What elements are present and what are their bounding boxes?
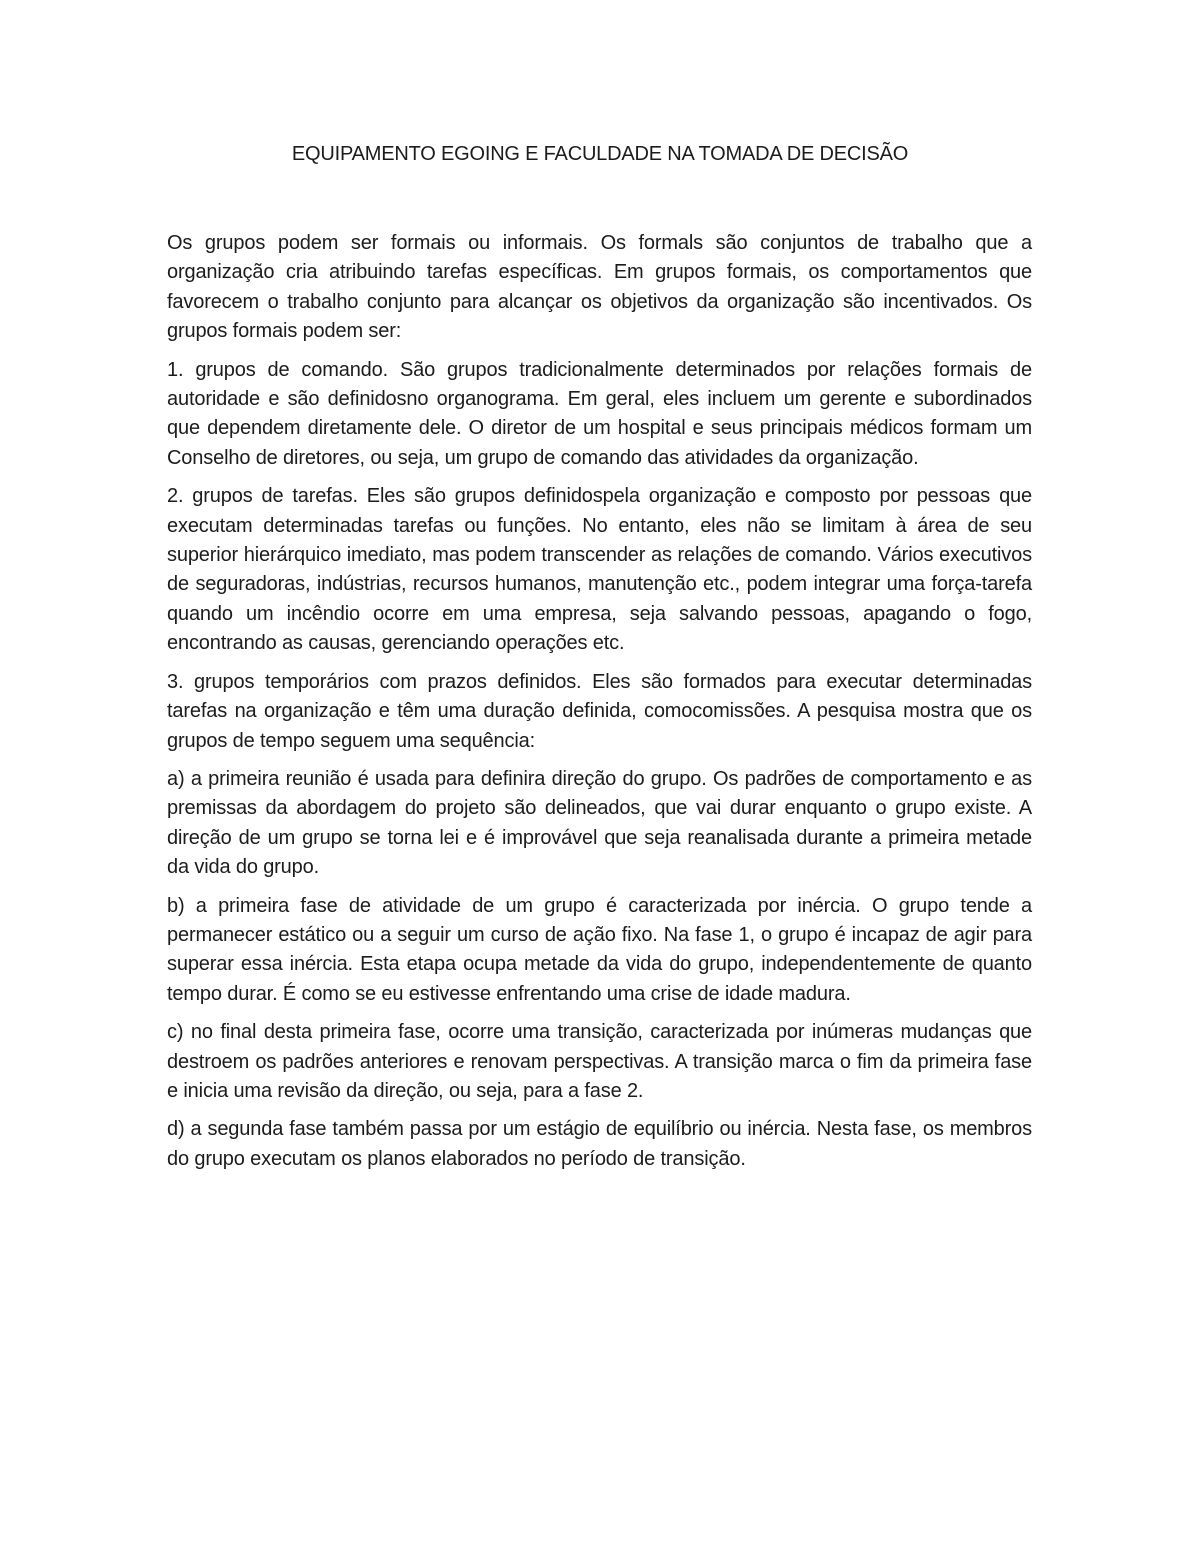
paragraph-intro: Os grupos podem ser formais ou informais. Os formals são conjuntos de trabalho que a organização cria atribuindo tarefas específicas. Em grupos formais, os comportamentos que favorecem o trabalho conjunto para alcançar os objetivos da organização são incentivados. Os grupos formais podem ser: [167, 232, 1032, 343]
paragraph-item-b: b) a primeira fase de atividade de um grupo é caracterizada por inércia. O grupo tende a permanecer estático ou a seguir um curso de ação fixo. Na fase 1, o grupo é incapaz de agir para superar essa inércia. Esta etapa ocupa metade da vida do grupo, independentemente de quanto tempo durar. É como se eu estivesse enfrentando uma crise de idade madura. [167, 894, 1032, 1005]
paragraph-command-groups: 1. grupos de comando. São grupos tradicionalmente determinados por relações formais de autoridade e são definidosno organograma. Em geral, eles incluem um gerente e subordinados que dependem diretamente dele. O diretor de um hospital e seus principais médicos formam um Conselho de diretores, ou seja, um grupo de comando das atividades da organização. [167, 358, 1032, 469]
paragraph-temporary-groups: 3. grupos temporários com prazos definidos. Eles são formados para executar determinadas tarefas na organização e têm uma duração definida, comocomissões. A pesquisa mostra que os grupos de tempo seguem uma sequência: [167, 670, 1032, 752]
document-body [167, 229, 1032, 1183]
paragraph-item-a: a) a primeira reunião é usada para definira direção do grupo. Os padrões de comportamento e as premissas da abordagem do projeto são delineados, que vai durar enquanto o grupo existe. A direção de um grupo se torna lei e é improvável que seja reanalisada durante a primeira metade da vida do grupo. [167, 767, 1032, 879]
paragraph-item-c: c) no final desta primeira fase, ocorre uma transição, caracterizada por inúmeras mudanças que destroem os padrões anteriores e renovam perspectivas. A transição marca o fim da primeira fase e inicia uma revisão da direção, ou seja, para a fase 2. [167, 1021, 1032, 1102]
paragraph-task-groups: 2. grupos de tarefas. Eles são grupos definidospela organização e composto por pessoas que executam determinadas tarefas ou funções. No entanto, eles não se limitam à área de seu superior hierárquico imediato, mas podem transcender as relações de comando. Vários executivos de seguradoras, indústrias, recursos humanos, manutenção etc., podem integrar uma força-tarefa quando um incêndio ocorre em uma empresa, seja salvando pessoas, apagando o fogo, encontrando as causas, gerenciando operações etc. [167, 485, 1032, 655]
document-title: EQUIPAMENTO EGOING E FACULDADE NA TOMADA DE DECISÃO [291, 143, 909, 165]
paragraph-item-d: d) a segunda fase também passa por um estágio de equilíbrio ou inércia. Nesta fase, os membros do grupo executam os planos elaborados no período de transição. [167, 1118, 1032, 1170]
